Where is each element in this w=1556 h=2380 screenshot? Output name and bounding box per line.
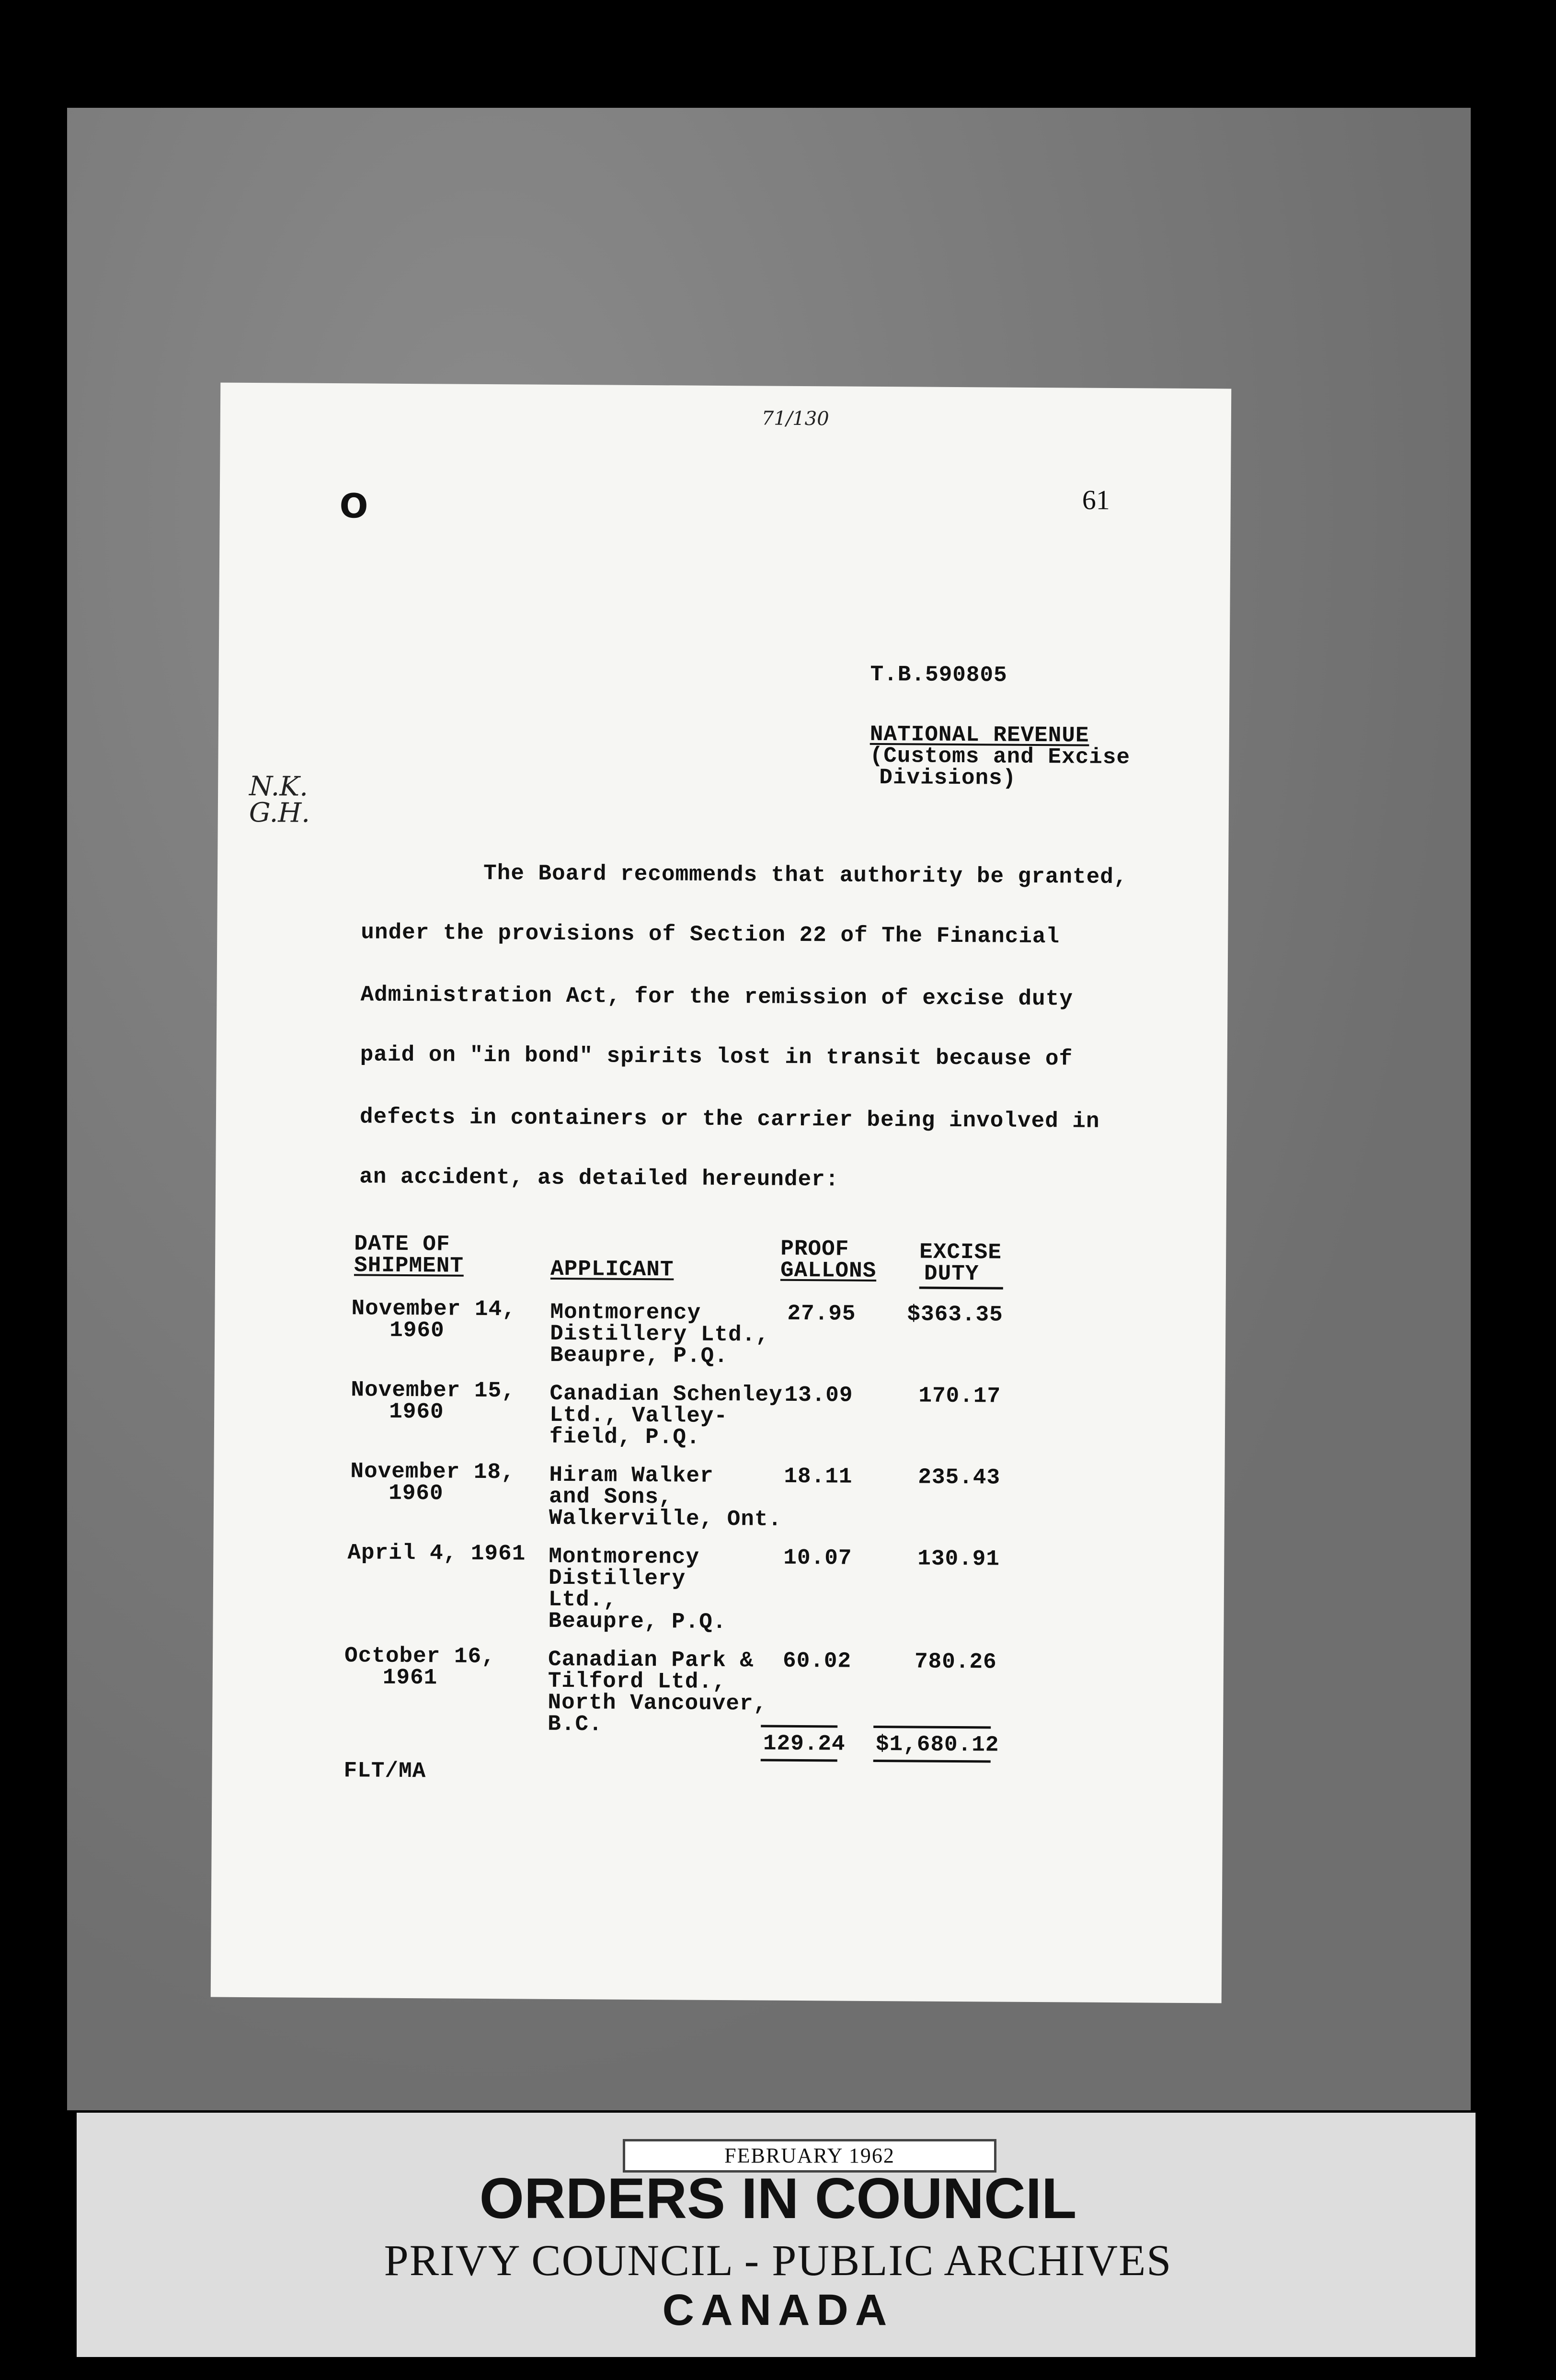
- division-line-1: (Customs and Excise: [870, 743, 1131, 770]
- applicant-cell: Ltd.,: [548, 1587, 617, 1613]
- gallons-total-bottom-rule: [761, 1759, 837, 1762]
- applicant-cell: Beaupre, P.Q.: [548, 1608, 727, 1635]
- header-applicant: APPLICANT: [550, 1256, 674, 1282]
- header-duty-line-1: EXCISE: [919, 1239, 1002, 1265]
- header-gallons-line-2: GALLONS: [780, 1258, 877, 1283]
- gallons-cell: 27.95: [787, 1301, 856, 1327]
- applicant-cell: B.C.: [548, 1711, 603, 1737]
- applicant-cell: Tilford Ltd.,: [548, 1668, 726, 1695]
- total-gallons: 129.24: [763, 1731, 846, 1757]
- duty-cell: $363.35: [907, 1302, 1003, 1327]
- date-cell: November 14,: [351, 1296, 516, 1322]
- division-line-2: Divisions): [879, 765, 1017, 791]
- footer-subtitle: PRIVY COUNCIL - PUBLIC ARCHIVES: [384, 2236, 1172, 2285]
- date-stamp: FEBRUARY 1962: [623, 2139, 996, 2173]
- duty-total-bottom-rule: [873, 1760, 991, 1762]
- duty-cell: 235.43: [918, 1465, 1001, 1490]
- applicant-cell: North Vancouver,: [548, 1690, 767, 1716]
- body-line: an accident, as detailed hereunder:: [359, 1164, 839, 1192]
- applicant-cell: Distillery Ltd.,: [550, 1321, 770, 1348]
- document-page: [211, 383, 1232, 2003]
- margin-initials-1: N.K.: [249, 770, 309, 802]
- duty-header-rule: [919, 1287, 1003, 1290]
- applicant-cell: Canadian Schenley: [549, 1381, 783, 1407]
- duty-cell: 780.26: [914, 1649, 997, 1675]
- total-duty: $1,680.12: [875, 1731, 999, 1758]
- body-line: Administration Act, for the remission of excise duty: [360, 982, 1074, 1012]
- header-date-line-1: DATE OF: [354, 1231, 450, 1257]
- body-line: The Board recommends that authority be granted,: [483, 860, 1128, 890]
- date-cell: November 18,: [350, 1459, 515, 1485]
- gallons-cell: 10.07: [783, 1545, 852, 1571]
- date-cell: October 16,: [344, 1643, 495, 1670]
- gallons-cell: 13.09: [784, 1382, 853, 1408]
- header-duty-line-2: DUTY: [924, 1261, 979, 1287]
- header-date-line-2: SHIPMENT: [354, 1253, 464, 1279]
- typist-initials: FLT/MA: [343, 1758, 426, 1784]
- date-cell: 1960: [389, 1399, 444, 1425]
- date-cell: 1960: [389, 1317, 445, 1343]
- body-line: under the provisions of Section 22 of The Financial: [361, 920, 1060, 950]
- tb-number: T.B.590805: [870, 662, 1007, 688]
- date-cell: April 4, 1961: [347, 1540, 526, 1567]
- gallons-total-top-rule: [761, 1725, 837, 1728]
- gallons-cell: 18.11: [784, 1464, 853, 1489]
- applicant-cell: Hiram Walker: [549, 1462, 714, 1488]
- applicant-cell: Montmorency: [549, 1544, 700, 1570]
- applicant-cell: Distillery: [548, 1565, 686, 1591]
- date-cell: 1961: [382, 1665, 438, 1691]
- margin-initials-2: G.H.: [249, 797, 310, 829]
- date-cell: 1960: [388, 1480, 444, 1506]
- applicant-cell: field, P.Q.: [549, 1424, 700, 1450]
- department-heading: NATIONAL REVENUE: [870, 721, 1089, 748]
- page-number: 61: [1082, 484, 1110, 515]
- file-note: 71/130: [761, 407, 829, 430]
- applicant-cell: Walkerville, Ont.: [549, 1505, 782, 1532]
- gallons-cell: 60.02: [782, 1648, 852, 1674]
- header-gallons-line-1: PROOF: [780, 1236, 849, 1262]
- applicant-cell: Ltd., Valley-: [549, 1402, 728, 1429]
- date-cell: November 15,: [351, 1377, 515, 1404]
- footer-country: CANADA: [662, 2286, 894, 2334]
- circle-mark: O: [339, 486, 368, 526]
- applicant-cell: and Sons,: [549, 1484, 673, 1510]
- applicant-cell: Montmorency: [550, 1299, 701, 1326]
- body-line: defects in containers or the carrier being involved in: [359, 1104, 1100, 1134]
- footer-title: ORDERS IN COUNCIL: [479, 2166, 1077, 2231]
- applicant-cell: Beaupre, P.Q.: [549, 1342, 728, 1369]
- duty-cell: 170.17: [918, 1383, 1001, 1409]
- duty-total-top-rule: [873, 1726, 991, 1728]
- body-line: paid on "in bond" spirits lost in transit because of: [360, 1042, 1073, 1072]
- applicant-cell: Canadian Park &: [548, 1647, 754, 1673]
- duty-cell: 130.91: [917, 1546, 1000, 1572]
